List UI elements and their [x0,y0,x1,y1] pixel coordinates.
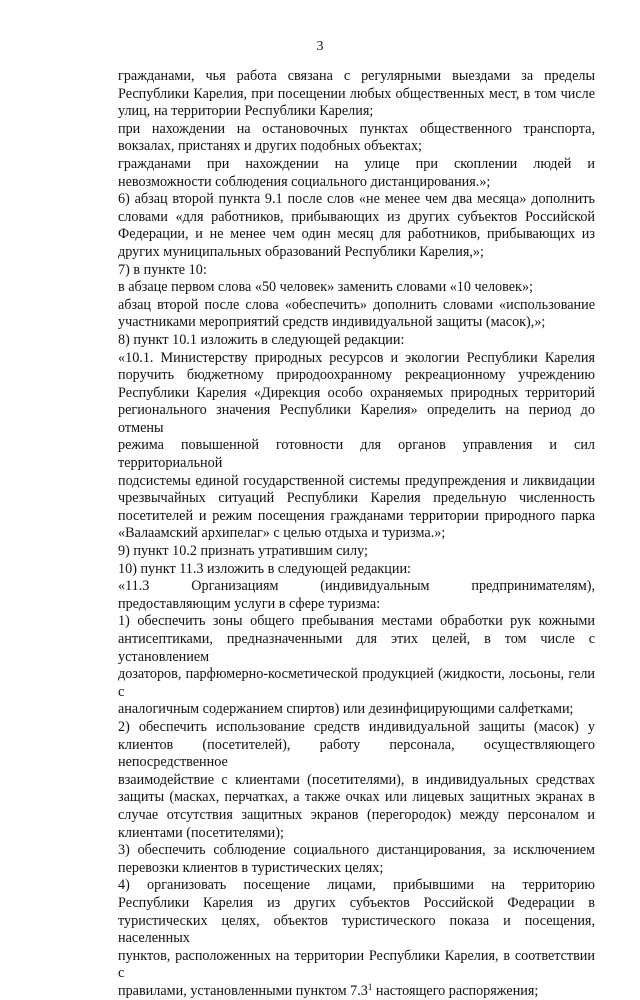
text-run: улиц, на территории Республики Карелия; [118,103,374,120]
text-run: участниками мероприятий средств индивидуальной защиты (масок),»; [118,314,546,331]
text-run: Республики Карелия «Дирекция особо охраняемых природных территорий [118,384,595,401]
text-run: невозможности соблюдения социального дистанцирования.»; [118,173,491,190]
text-run: в абзаце первом слова «50 человек» заменить словами «10 человек»; [118,279,533,296]
text-line [118,402,595,437]
text-run: 6) абзац второй пункта 9.1 после слов «не менее чем два месяца» дополнить [118,191,595,208]
text-line [118,103,595,121]
text-line [118,789,595,807]
text-run: словами «для работников, прибывающих из других субъектов Российской [118,208,595,225]
text-run: абзац второй после слова «обеспечить» дополнить словами «использование [118,296,595,313]
text-line [118,948,595,983]
text-line [118,877,595,895]
paragraph [118,156,595,191]
text-run: других муниципальных образований Республики Карелия,»; [118,243,484,260]
text-run: дозаторов, парфюмерно-косметической продукцией (жидкости, лосьоны, гели с [118,666,595,700]
text-line [118,490,595,508]
paragraph [118,68,595,121]
text-run: при нахождении на остановочных пунктах общественного транспорта, [118,120,595,137]
text-run: Федерации, и не менее чем один месяц для работников, прибывающих из [118,226,595,243]
text-line [118,525,595,543]
text-line [118,719,595,737]
text-line [118,596,595,614]
text-line [118,842,595,860]
paragraph [118,561,595,579]
text-line [118,68,595,86]
text-run: настоящего распоряжения; [372,982,539,999]
text-run: «10.1. Министерству природных ресурсов и экологии Республики Карелия [118,349,595,366]
text-line [118,561,595,579]
paragraph [118,719,595,842]
text-line [118,737,595,772]
text-run: правилами, установленными пунктом 7.3 [118,982,368,999]
text-line [118,825,595,843]
text-run: Республики Карелия, при посещении любых общественных мест, в том числе [118,85,595,102]
text-line [118,297,595,315]
text-line [118,244,595,262]
text-line [118,226,595,244]
text-line [118,772,595,790]
text-line [118,138,595,156]
text-line [118,613,595,631]
text-line [118,578,595,596]
document-body [118,68,595,1000]
text-run: предоставляющим услуги в сфере туризма: [118,595,381,612]
text-line [118,437,595,472]
paragraph [118,350,595,544]
text-line [118,860,595,878]
text-run: 10) пункт 11.3 изложить в следующей редакции: [118,560,412,577]
text-run: чрезвычайных ситуаций Республики Карелия предельную численность [118,490,595,507]
text-line [118,913,595,948]
text-run: антисептиками, предназначенными для этих целей, в том числе с установлением [118,631,595,665]
text-run: Республики Карелия из других субъектов Российской Федерации в [118,894,595,911]
text-run: поручить бюджетному природоохранному рекреационному учреждению [118,367,595,384]
text-line [118,191,595,209]
text-run: регионального значения Республики Карелия» определить на период до отмены [118,402,595,436]
text-run: подсистемы единой государственной системы предупреждения и ликвидации [118,472,595,489]
text-run: 1) обеспечить зоны общего пребывания местами обработки рук кожными [118,613,595,630]
text-run: 8) пункт 10.1 изложить в следующей редакции: [118,331,405,348]
text-line [118,631,595,666]
paragraph [118,543,595,561]
text-line [118,701,595,719]
text-line [118,209,595,227]
text-run: пунктов, расположенных на территории Республики Карелия, в соответствии с [118,947,595,982]
text-line [118,86,595,104]
paragraph [118,613,595,719]
text-line [118,895,595,913]
text-line [118,121,595,139]
text-line [118,367,595,385]
text-run: защиты (масках, перчатках, а также очках или лицевых защитных экранах в [118,789,595,806]
text-run: перевозки клиентов в туристических целях; [118,859,384,876]
text-run: гражданами при нахождении на улице при скоплении людей и [118,155,595,172]
paragraph [118,297,595,332]
text-run: «Валаамский архипелаг» с целью отдыха и туризма.»; [118,525,446,542]
text-line [118,543,595,561]
text-run: гражданами, чья работа связана с регулярными выездами за пределы [118,68,595,84]
text-run: посетителей и режим посещения гражданами территории природного парка [118,507,595,524]
footnote-superscript: 1 [367,981,373,992]
text-line [118,279,595,297]
text-line [118,332,595,350]
text-line [118,262,595,280]
paragraph [118,578,595,613]
text-line [118,314,595,332]
paragraph [118,121,595,156]
paragraph [118,191,595,261]
text-run: туристических целях, объектов туристического показа и посещения, населенных [118,912,595,947]
paragraph [118,262,595,280]
text-run: взаимодействие с клиентами (посетителями), в индивидуальных средствах [118,771,595,788]
text-run: 3) обеспечить соблюдение социального дистанцирования, за исключением [118,842,595,859]
paragraph [118,877,595,1000]
text-line [118,807,595,825]
text-line [118,666,595,701]
text-run: 2) обеспечить использование средств индивидуальной защиты (масок) у [118,718,595,735]
paragraph [118,842,595,877]
text-line [118,174,595,192]
page-number: 3 [316,39,324,54]
text-run: 7) в пункте 10: [118,261,207,278]
text-run: вокзалах, пристанях и других подобных объектах; [118,138,422,155]
text-run: аналогичным содержанием спиртов) или дезинфицирующими салфетками; [118,701,574,718]
text-line [118,473,595,491]
text-line [118,156,595,174]
text-line [118,350,595,368]
text-run: 4) организовать посещение лицами, прибывшими на территорию [118,877,595,894]
text-line [118,385,595,403]
paragraph [118,332,595,350]
text-run: 9) пункт 10.2 признать утратившим силу; [118,543,368,560]
text-run: «11.3 Организациям (индивидуальным предпринимателям), [118,578,595,595]
text-run: клиентов (посетителей), работу персонала, осуществляющего непосредственное [118,736,595,771]
text-run: режима повышенной готовности для органов управления и сил территориальной [118,437,595,472]
text-run: случае отсутствия защитных экранов (перегородок) между персоналом и [118,806,595,823]
paragraph [118,279,595,297]
text-line [118,983,595,1000]
text-line [118,508,595,526]
text-run: клиентами (посетителями); [118,824,284,841]
